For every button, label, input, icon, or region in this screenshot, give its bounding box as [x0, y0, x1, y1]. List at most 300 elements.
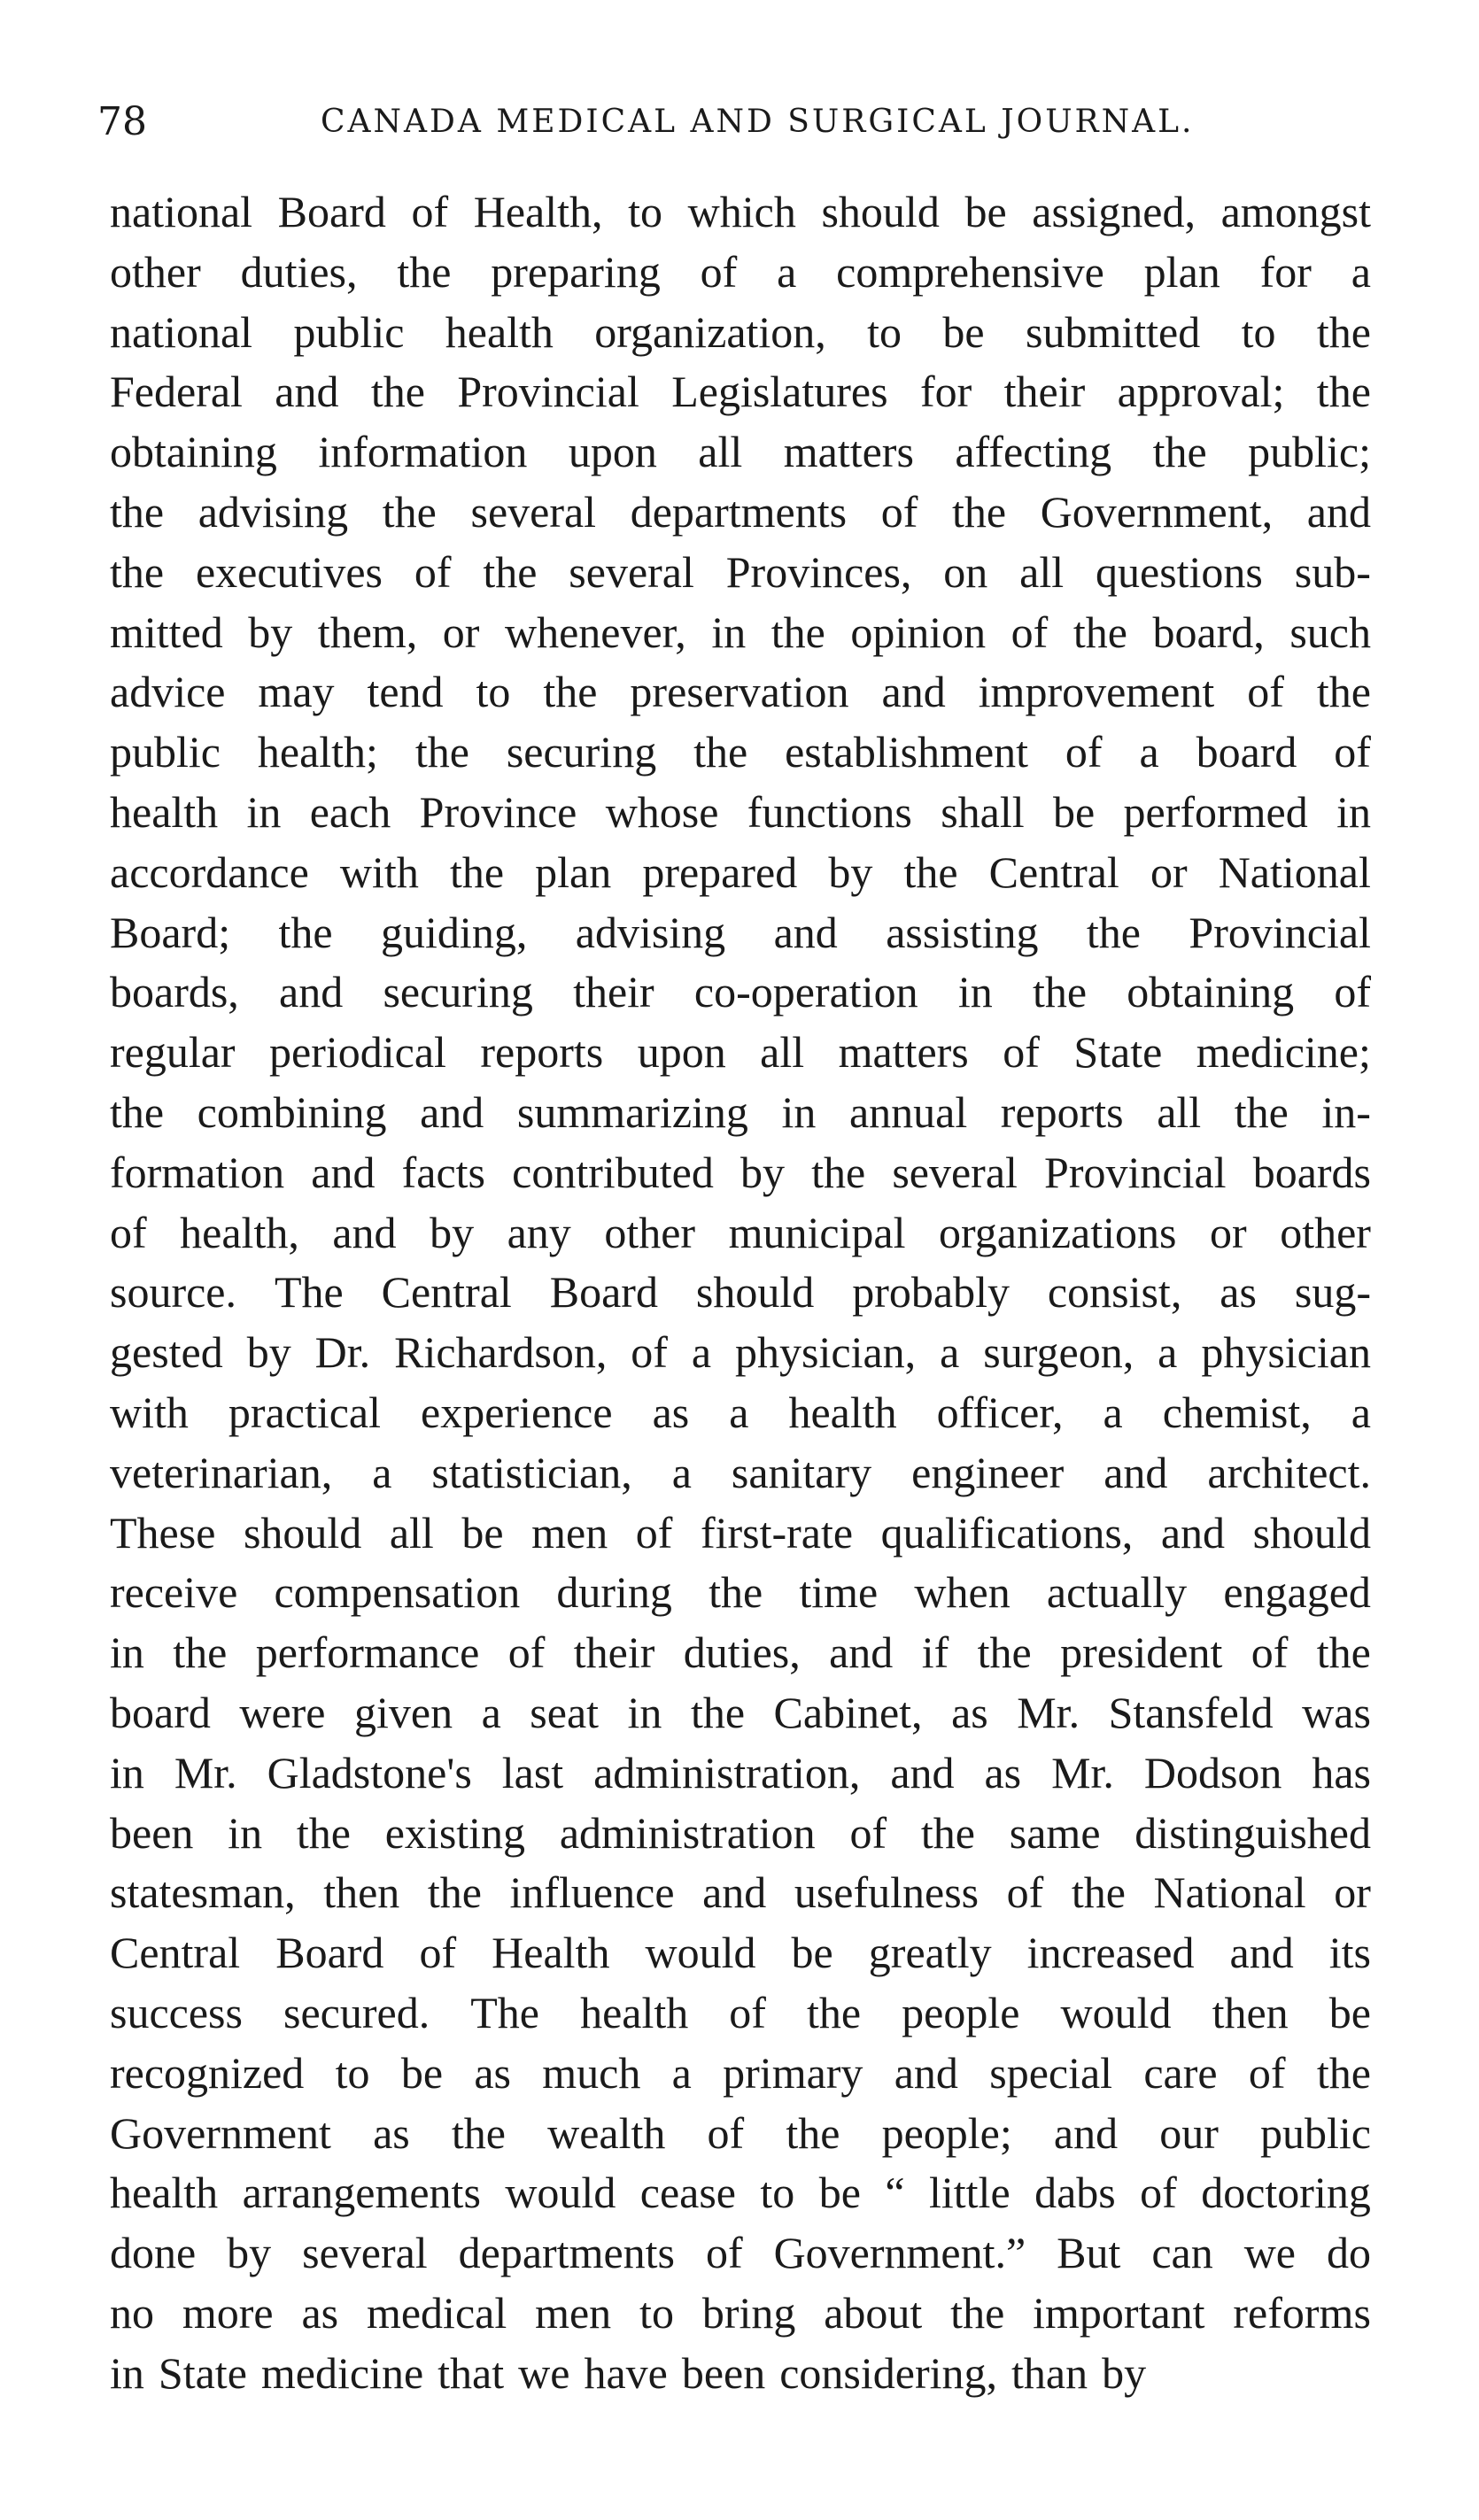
word: in- — [1321, 1086, 1371, 1137]
word: the — [1316, 306, 1371, 357]
word: a — [481, 1687, 501, 1737]
word: boards — [1252, 1147, 1371, 1197]
word: last — [501, 1747, 564, 1797]
word: cease — [639, 2168, 736, 2218]
word: or — [1210, 1207, 1247, 1257]
word: establishment — [785, 727, 1029, 777]
word: such — [1289, 607, 1371, 657]
word: has — [1312, 1747, 1371, 1797]
word: Board — [277, 187, 386, 236]
body-text — [110, 182, 1371, 2403]
word: duties, — [683, 1627, 801, 1678]
word: and — [275, 367, 339, 417]
word: time — [799, 1567, 879, 1618]
word: approval; — [1117, 367, 1285, 417]
word: These — [110, 1507, 216, 1558]
word: accordance — [110, 846, 309, 897]
word: Province — [419, 786, 577, 837]
word: the — [977, 1627, 1032, 1678]
word: a — [671, 1447, 692, 1497]
word: of — [419, 1928, 457, 1978]
word: gested — [110, 1327, 223, 1378]
word: and — [1306, 486, 1371, 537]
word: contributed — [512, 1147, 714, 1197]
word: more — [182, 2287, 274, 2338]
word: doctoring — [1201, 2168, 1371, 2218]
word: if — [921, 1627, 949, 1678]
word: performance — [255, 1627, 480, 1678]
word: medicine; — [1196, 1027, 1371, 1078]
word: medical — [366, 2287, 507, 2338]
word: been — [681, 2347, 766, 2398]
word: receive — [110, 1567, 238, 1618]
word: done — [110, 2228, 197, 2278]
word: in — [1336, 786, 1371, 837]
word: much — [542, 2047, 641, 2098]
word: people — [902, 1987, 1020, 2037]
word: was — [1302, 1687, 1371, 1737]
word: plan — [535, 846, 612, 897]
word: a — [1351, 1387, 1371, 1437]
word: by — [430, 1207, 475, 1257]
word: men — [535, 2287, 612, 2338]
text-line — [110, 1804, 1371, 1864]
word: the — [1316, 2047, 1371, 2098]
word: Provinces, — [725, 546, 912, 597]
word: of — [729, 1987, 766, 2037]
word: improvement — [978, 667, 1215, 717]
word: be — [942, 306, 985, 357]
word: existing — [384, 1807, 526, 1858]
word: influence — [509, 1867, 675, 1918]
word: in — [110, 1627, 144, 1678]
word: National — [1218, 846, 1371, 897]
word: shall — [941, 786, 1025, 837]
word: affecting — [955, 427, 1112, 477]
word: national — [110, 187, 253, 236]
word: and — [829, 1627, 894, 1678]
word: obtaining — [1127, 967, 1295, 1017]
word: Provincial — [1189, 907, 1371, 957]
word: board, — [1152, 607, 1265, 657]
text-line — [110, 1563, 1371, 1623]
word: engaged — [1223, 1567, 1371, 1618]
word: Provincial — [1044, 1147, 1227, 1197]
word: Provincial — [457, 367, 639, 417]
word: of — [635, 1507, 673, 1558]
word: and — [420, 1086, 484, 1137]
word: would — [505, 2168, 616, 2218]
word: practical — [228, 1387, 382, 1437]
word: the — [110, 1086, 165, 1137]
word: be — [791, 1928, 833, 1978]
word: the — [278, 907, 333, 957]
word: the — [693, 727, 748, 777]
word: the — [786, 2107, 840, 2158]
word: Dr. — [314, 1327, 371, 1378]
word: health; — [257, 727, 378, 777]
word: in — [110, 2347, 144, 2398]
word: that — [438, 2347, 505, 2398]
word: as — [984, 1747, 1022, 1797]
word: advice — [110, 667, 226, 717]
word: executives — [195, 546, 383, 597]
word: of — [1140, 2168, 1177, 2218]
word: to — [1241, 306, 1276, 357]
word: Gladstone's — [267, 1747, 472, 1797]
word: Board; — [110, 907, 231, 957]
word: mitted — [110, 607, 223, 657]
word: Richardson, — [394, 1327, 608, 1378]
word: of — [1011, 607, 1049, 657]
word: the — [449, 846, 505, 897]
text-line — [110, 1623, 1371, 1683]
word: a — [1139, 727, 1159, 777]
text-line — [110, 1443, 1371, 1503]
word: municipal — [728, 1207, 906, 1257]
word: should — [1252, 1507, 1371, 1558]
word: public — [293, 306, 405, 357]
word: formation — [110, 1147, 285, 1197]
word: State — [158, 2347, 247, 2398]
word: public — [1260, 2107, 1371, 2158]
word: statesman, — [110, 1867, 296, 1918]
word: Legislatures — [671, 367, 888, 417]
text-line — [110, 783, 1371, 843]
word: advising — [575, 907, 726, 957]
word: president — [1060, 1627, 1223, 1678]
word: preparing — [491, 246, 661, 297]
word: chemist, — [1162, 1387, 1312, 1437]
word: in — [627, 1687, 662, 1737]
word: board — [1196, 727, 1297, 777]
word: a — [940, 1327, 960, 1378]
word: in — [781, 1086, 817, 1137]
word: departments — [458, 2228, 676, 2278]
word: the — [110, 546, 165, 597]
word: Central — [988, 846, 1119, 897]
word: physician — [1201, 1327, 1371, 1378]
word: upon — [568, 427, 657, 477]
word: annual — [848, 1086, 968, 1137]
word: by — [740, 1147, 785, 1197]
word: the — [951, 486, 1007, 537]
word: be — [1328, 1987, 1371, 2037]
word: the — [370, 367, 425, 417]
word: to — [760, 2168, 795, 2218]
word: all — [1019, 546, 1065, 597]
text-line — [110, 843, 1371, 903]
word: amongst — [1220, 187, 1371, 236]
word: upon — [637, 1027, 726, 1078]
text-line — [110, 422, 1371, 483]
word: health, — [180, 1207, 299, 1257]
word: of — [1248, 2047, 1286, 2098]
word: the — [1234, 1086, 1289, 1137]
word: Health, — [473, 187, 603, 236]
word: their — [1003, 367, 1086, 417]
word: all — [389, 1507, 434, 1558]
word: the — [1071, 1867, 1126, 1918]
word: other — [110, 246, 201, 297]
word: of — [880, 486, 918, 537]
word: health — [110, 786, 219, 837]
word: their — [573, 1627, 655, 1678]
word: which — [687, 187, 796, 236]
word: administration — [559, 1807, 816, 1858]
word: or — [1150, 846, 1188, 897]
word: for — [1259, 246, 1312, 297]
word: the — [1316, 1627, 1371, 1678]
word: other — [1280, 1207, 1371, 1257]
running-head: CANADA MEDICAL AND SURGICAL JOURNAL. — [321, 104, 1195, 140]
page-number: 78 — [97, 99, 147, 144]
word: Government — [110, 2107, 331, 2158]
word: people; — [881, 2107, 1012, 2158]
word: the — [451, 2107, 506, 2158]
word: would — [1060, 1987, 1172, 2037]
word: combining — [197, 1086, 387, 1137]
word: and — [332, 1207, 397, 1257]
word: distinguished — [1134, 1807, 1371, 1858]
word: to — [335, 2047, 370, 2098]
word: be — [1052, 786, 1096, 837]
word: reforms — [1233, 2287, 1371, 2338]
word: whenever, — [504, 607, 686, 657]
word: each — [309, 786, 391, 837]
word: health — [580, 1987, 689, 2037]
word: and — [890, 1747, 955, 1797]
word: health — [445, 306, 554, 357]
word: the — [1086, 907, 1141, 957]
word: the — [483, 546, 538, 597]
word: assisting — [886, 907, 1039, 957]
word: by — [227, 2228, 272, 2278]
word: or — [1334, 1867, 1371, 1918]
word: regular — [110, 1027, 236, 1078]
word: care — [1143, 2047, 1218, 2098]
word: as — [474, 2047, 511, 2098]
word: prepared — [642, 846, 798, 897]
word: and — [702, 1867, 767, 1918]
word: of — [849, 1807, 887, 1858]
text-line — [110, 2284, 1371, 2344]
word: the — [807, 1987, 862, 2037]
word: “ — [885, 2168, 905, 2218]
word: we — [518, 2347, 570, 2398]
word: statistician, — [431, 1447, 632, 1497]
word: opinion — [850, 607, 987, 657]
word: do — [1326, 2228, 1371, 2278]
word: surgeon, — [983, 1327, 1134, 1378]
word: in — [711, 607, 747, 657]
word: than — [1011, 2347, 1088, 2398]
word: the — [110, 486, 165, 537]
word: a — [1158, 1327, 1178, 1378]
word: greatly — [868, 1928, 992, 1978]
word: submitted — [1025, 306, 1201, 357]
page-header — [97, 96, 1382, 149]
word: board — [110, 1687, 211, 1737]
word: health — [788, 1387, 897, 1437]
word: information — [318, 427, 528, 477]
word: national — [110, 306, 253, 357]
text-line — [110, 1503, 1371, 1564]
word: several — [569, 546, 694, 597]
word: no — [110, 2287, 154, 2338]
text-line — [110, 2344, 1371, 2404]
word: to — [639, 2287, 674, 2338]
text-line — [110, 1323, 1371, 1383]
word: be — [964, 187, 1007, 236]
word: increased — [1026, 1928, 1195, 1978]
word: of — [507, 1627, 546, 1678]
word: by — [246, 1327, 291, 1378]
word: engineer — [911, 1447, 1065, 1497]
text-line — [110, 1203, 1371, 1264]
word: by — [828, 846, 873, 897]
word: of — [705, 2228, 743, 2278]
word: as — [1220, 1267, 1257, 1318]
word: their — [573, 967, 654, 1017]
word: them, — [317, 607, 418, 657]
text-line — [110, 723, 1371, 783]
word: be — [400, 2047, 444, 2098]
word: may — [258, 667, 335, 717]
word: when — [914, 1567, 1011, 1618]
word: primary — [723, 2047, 863, 2098]
word: little — [928, 2168, 1011, 2218]
word: as — [951, 1687, 988, 1737]
word: the — [903, 846, 958, 897]
word: the — [709, 1567, 763, 1618]
word: Central — [110, 1928, 241, 1978]
word: several — [892, 1147, 1018, 1197]
word: source. — [110, 1267, 236, 1318]
word: considering, — [779, 2347, 998, 2398]
word: periodical — [269, 1027, 446, 1078]
word: Board — [549, 1267, 658, 1318]
word: functions — [747, 786, 912, 837]
word: a — [1103, 1387, 1123, 1437]
text-line — [110, 903, 1371, 963]
text-line — [110, 1743, 1371, 1804]
word: officer, — [936, 1387, 1064, 1437]
word: performed — [1123, 786, 1308, 837]
word: can — [1151, 2228, 1213, 2278]
word: bring — [701, 2287, 796, 2338]
word: physician, — [735, 1327, 917, 1378]
word: and — [881, 667, 946, 717]
word: would — [645, 1928, 756, 1978]
word: the — [397, 246, 452, 297]
word: The — [274, 1267, 344, 1318]
word: whose — [605, 786, 719, 837]
word: compensation — [274, 1567, 521, 1618]
text-line — [110, 2223, 1371, 2284]
word: summarizing — [516, 1086, 748, 1137]
word: in — [246, 786, 282, 837]
word: in — [957, 967, 993, 1017]
word: the — [414, 727, 469, 777]
word: should — [695, 1267, 815, 1318]
word: during — [556, 1567, 672, 1618]
word: and — [311, 1147, 376, 1197]
word: our — [1159, 2107, 1219, 2158]
word: then — [323, 1867, 400, 1918]
word: as — [652, 1387, 690, 1437]
text-line — [110, 1863, 1371, 1923]
word: Mr. — [174, 1747, 237, 1797]
word: departments — [630, 486, 848, 537]
word: veterinarian, — [110, 1447, 333, 1497]
word: probably — [852, 1267, 1010, 1318]
word: Dodson — [1143, 1747, 1282, 1797]
word: the — [1316, 667, 1371, 717]
word: preservation — [630, 667, 849, 717]
word: should — [821, 187, 940, 236]
text-line — [110, 303, 1371, 363]
word: duties, — [240, 246, 358, 297]
word: Mr. — [1017, 1687, 1080, 1737]
word: then — [1212, 1987, 1289, 2037]
word: the — [690, 1687, 746, 1737]
word: in — [228, 1807, 263, 1858]
word: Cabinet, — [773, 1687, 923, 1737]
word: Board — [275, 1928, 384, 1978]
text-line — [110, 2163, 1371, 2223]
text-line — [110, 603, 1371, 663]
word: as — [373, 2107, 410, 2158]
word: medicine — [260, 2347, 424, 2398]
word: actually — [1046, 1567, 1188, 1618]
word: The — [470, 1987, 539, 2037]
word: of — [1251, 1627, 1289, 1678]
word: men — [531, 1507, 608, 1558]
word: Federal — [110, 367, 243, 417]
word: obtaining — [110, 427, 277, 477]
word: the — [1032, 967, 1088, 1017]
word: sub- — [1294, 546, 1371, 597]
word: consist, — [1047, 1267, 1182, 1318]
word: public — [110, 727, 221, 777]
word: questions — [1096, 546, 1263, 597]
text-line — [110, 1143, 1371, 1203]
word: or — [442, 607, 480, 657]
word: organization, — [594, 306, 826, 357]
text-line — [110, 1983, 1371, 2044]
word: same — [1009, 1807, 1101, 1858]
word: the — [920, 1807, 975, 1858]
word: to — [867, 306, 902, 357]
word: of — [1334, 727, 1371, 777]
word: in — [110, 1747, 144, 1797]
word: of — [631, 1327, 668, 1378]
word: Government.” — [773, 2228, 1026, 2278]
word: usefulness — [794, 1867, 980, 1918]
word: for — [919, 367, 972, 417]
word: special — [989, 2047, 1113, 2098]
word: National — [1153, 1867, 1306, 1918]
word: have — [584, 2347, 668, 2398]
word: to — [476, 667, 511, 717]
word: a — [729, 1387, 749, 1437]
word: seat — [530, 1687, 600, 1737]
word: Health — [492, 1928, 610, 1978]
text-line — [110, 1683, 1371, 1743]
word: Central — [381, 1267, 512, 1318]
text-line — [110, 483, 1371, 543]
